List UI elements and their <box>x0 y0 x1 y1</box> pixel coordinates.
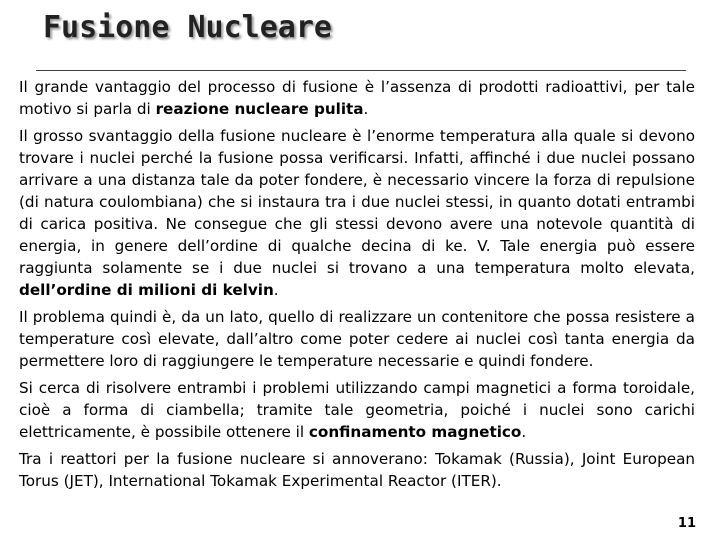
bold-temperature-order: dell’ordine di milioni di kelvin <box>19 281 274 299</box>
paragraph-text-end: . <box>521 423 527 441</box>
paragraph-text: Tra i reattori per la fusione nucleare si annoverano: Tokamak (Russia), Joint European Torus (JET), International Tokamak Experimental Reactor (ITER). <box>19 450 695 490</box>
bold-magnetic-confinement: confinamento magnetico <box>308 423 522 441</box>
slide-body <box>19 76 695 497</box>
title-divider <box>36 70 686 71</box>
slide-title: Fusione Nucleare <box>43 10 332 45</box>
paragraph-reactors <box>19 448 695 492</box>
paragraph-magnetic-fields <box>19 377 695 443</box>
paragraph-text: Il problema quindi è, da un lato, quello di realizzare un contenitore che possa resistere a temperature così elevate, dall’altro come poter cedere ai nuclei così tanta energia da permettere loro di raggiungere le temperature necessarie e quindi fondere. <box>19 308 695 370</box>
paragraph-problem <box>19 306 695 372</box>
paragraph-text: Il grande vantaggio del processo di fusione è l’assenza di prodotti radioattivi, per tale motivo si parla di <box>19 78 695 118</box>
bold-clean-reaction: reazione nucleare pulita <box>155 100 364 118</box>
page-number: 11 <box>677 516 696 531</box>
paragraph-text: Si cerca di risolvere entrambi i problemi utilizzando campi magnetici a forma toroidale, cioè a forma di ciambella; tramite tale geometria, poiché i nuclei sono carichi elettricamente, è possibile ottenere il <box>19 379 695 441</box>
paragraph-text-end: . <box>273 281 279 299</box>
paragraph-disadvantage <box>19 125 695 301</box>
paragraph-text-end: . <box>363 100 369 118</box>
paragraph-text: Il grosso svantaggio della fusione nucleare è l’enorme temperatura alla quale si devono trovare i nuclei perché la fusione possa verificarsi. Infatti, affinché i due nuclei possano arrivare a una distanza tale da poter fondere, è necessario vincere la forza di repulsione (di natura coulombiana) che si instaura tra i due nuclei stessi, in quanto dotati entrambi di carica positiva. Ne consegue che gli stessi devono avere una notevole quantità di energia, in genere dell’ordine di qualche decina di ke. V. Tale energia può essere raggiunta solamente se i due nuclei si trovano a una temperatura molto elevata, <box>19 127 695 277</box>
paragraph-advantage <box>19 76 695 120</box>
